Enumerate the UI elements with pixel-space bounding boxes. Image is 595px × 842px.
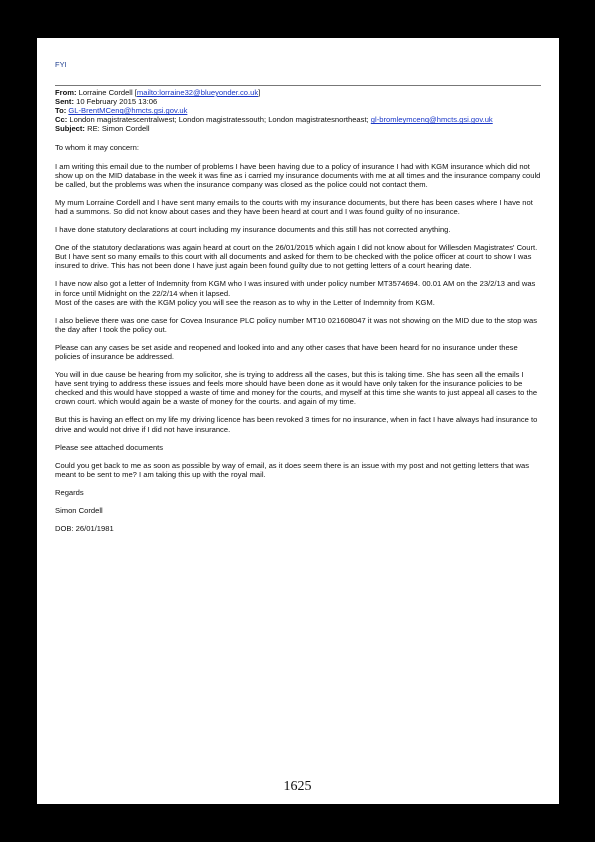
from-line xyxy=(55,88,541,97)
subject-line xyxy=(55,124,541,133)
body-paragraph: Please can any cases be set aside and reopened and looked into and any other cases that have been heard for no insurance under these policies of insurance be addressed. xyxy=(55,342,518,361)
to-email-link[interactable]: GL-BrentMCenq@hmcts.gsi.gov.uk xyxy=(68,106,188,116)
email-body xyxy=(55,162,541,534)
subject-label: Subject: xyxy=(55,124,85,134)
cc-label: Cc: xyxy=(55,115,68,125)
page-number: 1625 xyxy=(283,779,312,794)
body-paragraph: Could you get back to me as soon as possible by way of email, as it does seem there is an issue with my post and not getting letters that was meant to be sent to me? I am taking this up with the royal mail. xyxy=(55,460,530,479)
to-line xyxy=(55,106,541,115)
fyi-note: FYI xyxy=(55,60,67,69)
sent-value: 10 February 2015 13:06 xyxy=(76,97,158,107)
cc-email-link[interactable]: gl-bromleymcenq@hmcts.gsi.gov.uk xyxy=(370,115,493,125)
email-content xyxy=(55,88,541,542)
subject-value: RE: Simon Cordell xyxy=(87,124,150,134)
body-paragraph: One of the statutory declarations was again heard at court on the 26/01/2015 which again I did not know about for Willesden Magistrates' Court. But I have sent so many emails to this court with all documents and asked for them to be checked with the police officer at court to show I was insured to drive. This has not been done I have just again been found guilty due to not getting letters of a court hearing date. xyxy=(55,243,538,271)
body-paragraph: My mum Lorraine Cordell and I have sent many emails to the courts with my insurance documents, but there has been cases where I have not had a summons. So did not know about cases and they have been heard at court and I was found guilty of no insurance. xyxy=(55,197,533,216)
body-paragraph: DOB: 26/01/1981 xyxy=(55,524,114,534)
from-label: From: xyxy=(55,88,77,97)
from-close: ] xyxy=(258,88,261,97)
salutation: To whom it may concern: xyxy=(55,143,139,153)
body-paragraph: Regards xyxy=(55,487,84,497)
body-paragraph: You will in due cause be hearing from my solicitor, she is trying to address all the cases, but this is taking time. She has seen all the emails I have sent trying to address these issues and feels more should have been done as it would have only taken for the insurance policies to be checked and this would have stopped a waste of time and money for the courts, and myself at this time she wants to just appeal all cases to the crown court. which would again be a waste of money for the courts. and again of my time. xyxy=(55,370,538,407)
to-label: To: xyxy=(55,106,67,116)
from-name: Lorraine Cordell [ xyxy=(78,88,137,97)
document-page xyxy=(37,38,559,804)
body-paragraph: I have now also got a letter of Indemnity from KGM who I was insured with under policy number MT3574694. 00.01 AM on the 23/2/13 and was in force until Midnight on the 22/2/14 when it lapsed. Most of the cases are with the KGM policy you will see the reason as to why in the Letter of Indemnity from KGM. xyxy=(55,279,536,307)
sent-line xyxy=(55,97,541,106)
body-paragraph: I am writing this email due to the number of problems I have been having due to a policy of insurance I had with KGM insurance which did not show up on the MID database in the week it was fine as i carried my insurance documents with me at all times and the insurance company could be called, but the problems was when the insurance company was closed as the police could not contact them. xyxy=(55,161,541,189)
body-paragraph: Please see attached documents xyxy=(55,442,164,452)
from-email-link[interactable]: mailto:lorraine32@blueyonder.co.uk xyxy=(136,88,259,97)
body-paragraph: I also believe there was one case for Covea Insurance PLC policy number MT10 021608047 it was not showing on the MID due to the stop was the day after I took the policy out. xyxy=(55,315,538,334)
cc-line xyxy=(55,115,541,124)
header-divider xyxy=(55,85,541,86)
body-paragraph: Simon Cordell xyxy=(55,506,103,515)
body-paragraph: I have done statutory declarations at court including my insurance documents and this still has not corrected anything. xyxy=(55,225,451,235)
cc-recipients: London magistratescentralwest; London magistratessouth; London magistratesnortheast; xyxy=(69,115,369,125)
body-paragraph: But this is having an effect on my life my driving licence has been revoked 3 times for no insurance, when in fact I have always had insurance to drive and would not drive if I did not have insurance. xyxy=(55,415,538,434)
sent-label: Sent: xyxy=(55,97,74,107)
